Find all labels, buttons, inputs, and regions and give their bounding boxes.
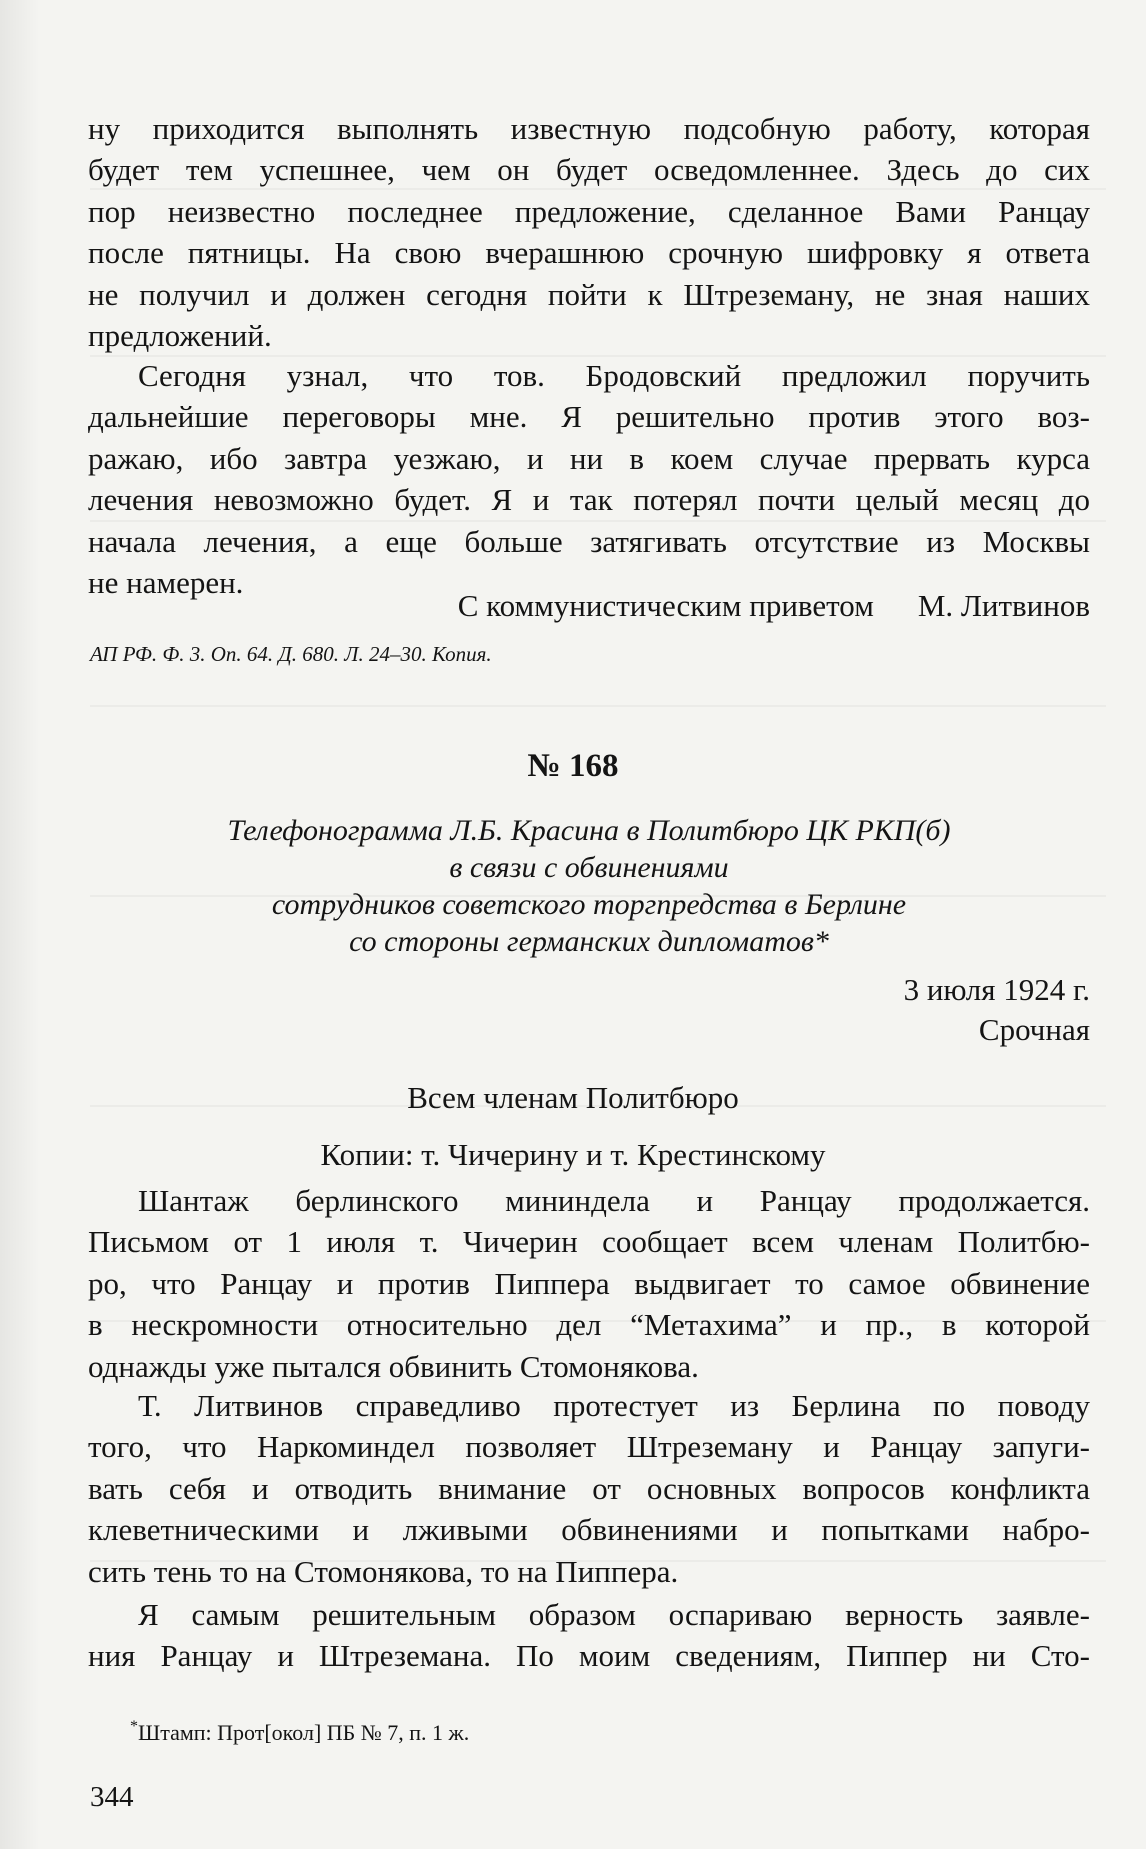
text-line: Письмом от 1 июля т. Чичерин сообщает всем членам Политбю- (88, 1224, 1090, 1260)
title-line: со стороны германских дипломатов* (349, 925, 829, 958)
text-line: клеветническими и лживыми обвинениями и попытками набро- (88, 1512, 1090, 1548)
text-line: не получил и должен сегодня пойти к Штреземану, не зная наших (88, 276, 1090, 312)
text-line: ро, что Ранцау и против Пиппера выдвигает то самое обвинение (88, 1265, 1090, 1301)
text-line: Шантаж берлинского мининдела и Ранцау продолжается. (138, 1183, 1090, 1218)
paragraph-3 (88, 1180, 1090, 1387)
document-date: 3 июля 1924 г. (903, 972, 1090, 1007)
text-line: ражаю, ибо завтра уезжаю, и ни в коем случае прервать курса (88, 440, 1090, 476)
text-line: Я самым решительным образом оспариваю верность заявле- (138, 1597, 1090, 1632)
paragraph-2 (88, 355, 1090, 603)
text-line: сить тень то на Стомонякова, то на Пиппера. (88, 1553, 679, 1589)
signatory-name: М. Литвинов (917, 588, 1090, 623)
closing-phrase: С коммунистическим приветом (457, 588, 874, 623)
text-line: дальнейшие переговоры мне. Я решительно против этого воз- (88, 399, 1090, 435)
text-line: Сегодня узнал, что тов. Бродовский предложил поручить (138, 358, 1090, 393)
footnote (130, 1718, 470, 1747)
document-number: № 168 (527, 748, 619, 784)
text-line: лечения невозможно будет. Я и так потерял почти целый месяц до (88, 482, 1090, 518)
copies-line: Копии: т. Чичерину и т. Крестинскому (320, 1137, 826, 1172)
scan-edge-shadow (0, 0, 40, 1849)
archive-reference: АП РФ. Ф. 3. Оп. 64. Д. 680. Л. 24–30. Копия. (90, 642, 492, 666)
text-line: пор неизвестно последнее предложение, сделанное Вами Ранцау (88, 193, 1090, 229)
text-line: начала лечения, а еще больше затягивать отсутствие из Москвы (88, 523, 1090, 559)
text-line: ния Ранцау и Штреземана. По моим сведениям, Пиппер ни Сто- (88, 1638, 1090, 1674)
addressee: Всем членам Политбюро (407, 1080, 739, 1115)
paragraph-4 (88, 1385, 1090, 1592)
text-line: однажды уже пытался обвинить Стомонякова. (88, 1348, 699, 1384)
text-line: ну приходится выполнять известную подсобную работу, которая (88, 111, 1090, 146)
urgency-mark: Срочная (978, 1012, 1090, 1047)
paragraph-1 (88, 108, 1090, 356)
title-line: в связи с обвинениями (449, 851, 729, 884)
paragraph-5 (88, 1594, 1090, 1677)
text-line: после пятницы. На свою вчерашнюю срочную шифровку я ответа (88, 235, 1090, 271)
bleed-through-line (90, 705, 1106, 707)
title-line: сотрудников советского торгпредства в Берлине (271, 888, 907, 921)
text-line: будет тем успешнее, чем он будет осведомленнее. Здесь до сих (88, 152, 1090, 188)
footnote-marker: * (130, 1718, 138, 1735)
text-line: вать себя и отводить внимание от основных вопросов конфликта (88, 1470, 1090, 1506)
text-line: предложений. (88, 318, 272, 354)
page-number: 344 (90, 1781, 134, 1813)
signature-line (88, 585, 1090, 626)
document-title (88, 812, 1090, 960)
title-line: Телефонограмма Л.Б. Красина в Политбюро ЦК РКП(б) (227, 814, 951, 847)
text-line: Т. Литвинов справедливо протестует из Берлина по поводу (138, 1388, 1090, 1423)
footnote-text: Штамп: Прот[окол] ПБ № 7, п. 1 ж. (138, 1720, 470, 1745)
text-line: в нескромности относительно дел “Метахима” и пр., в которой (88, 1307, 1090, 1343)
text-line: того, что Наркоминдел позволяет Штреземану и Ранцау запуги- (88, 1429, 1090, 1465)
text-line: не намерен. (88, 565, 244, 601)
date-block (88, 970, 1090, 1050)
